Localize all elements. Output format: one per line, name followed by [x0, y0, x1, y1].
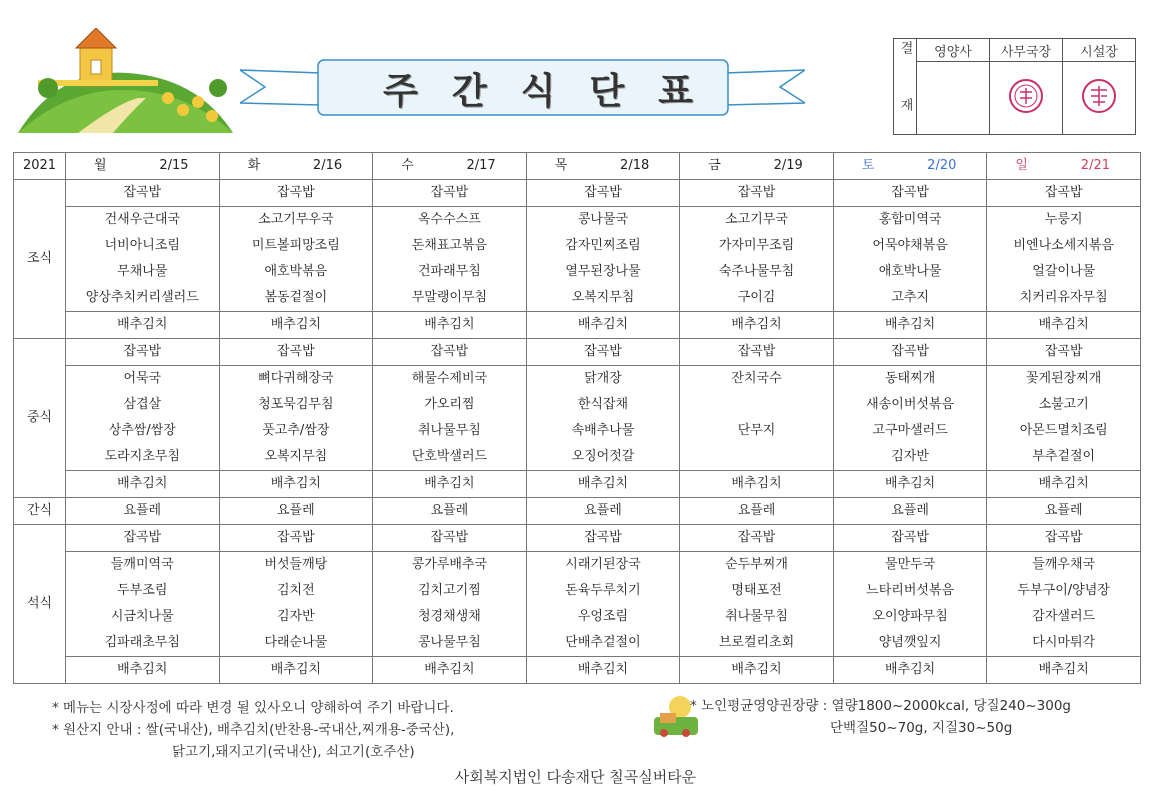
dish-item: 오복지무침 — [571, 290, 635, 305]
day-header — [833, 153, 987, 180]
dish-item: 우엉조림 — [577, 609, 629, 624]
kimchi-cell: 배추김치 — [66, 471, 220, 498]
dish-item: 부추겉절이 — [1032, 449, 1096, 464]
dish-item: 홍합미역국 — [878, 212, 942, 227]
role-director: 시설장 — [1063, 39, 1136, 62]
dishes-cell — [833, 366, 987, 471]
role-dietitian: 영양사 — [917, 39, 990, 62]
page-title: 주간식단표 — [383, 70, 727, 112]
day-date: 2/20 — [927, 158, 957, 173]
day-header-content — [987, 153, 1140, 179]
day-date: 2/21 — [1080, 158, 1110, 173]
dish-item: 상추쌈/쌈장 — [108, 423, 176, 438]
dishes-cell — [526, 366, 680, 471]
kimchi-cell: 배추김치 — [526, 312, 680, 339]
dish-item: 시금치나물 — [110, 609, 174, 624]
dish-item — [680, 392, 833, 418]
dishes-cell — [219, 366, 373, 471]
kimchi-cell: 배추김치 — [987, 312, 1141, 339]
origin-note: * 원산지 안내 : 쌀(국내산), 배추김치(반찬용-국내산,찌개용-중국산), — [52, 722, 455, 738]
dishes-cell — [373, 552, 527, 657]
dish-item: 순두부찌개 — [725, 557, 788, 572]
dish-item: 오징어젓갈 — [571, 449, 635, 464]
dishes-cell — [219, 552, 373, 657]
snack-cell: 요플레 — [373, 498, 527, 525]
dish-item: 단호박샐러드 — [411, 449, 488, 464]
dish-item: 취나물무침 — [418, 423, 481, 438]
dish-item: 두부조림 — [117, 583, 168, 598]
day-date: 2/19 — [773, 158, 803, 173]
dish-item: 꽃게된장찌개 — [1026, 371, 1102, 386]
dish-item: 동태찌개 — [884, 371, 936, 386]
meal-label-lunch: 중식 — [14, 339, 66, 498]
rice-cell: 잡곡밥 — [833, 180, 987, 207]
dish-item: 콩나물무침 — [418, 635, 481, 650]
dish-item: 양상추치커리샐러드 — [85, 290, 199, 305]
dish-item: 얼갈이나물 — [1032, 264, 1096, 279]
dish-item: 애호박나물 — [878, 264, 942, 279]
day-date: 2/16 — [312, 158, 343, 173]
day-header — [373, 153, 527, 180]
dish-item: 속배추나물 — [571, 423, 635, 438]
dish-item: 브로컬리초회 — [718, 635, 795, 650]
dish-item: 구이김 — [737, 290, 776, 305]
dish-item: 한식잡채 — [577, 397, 629, 412]
weekly-menu-table — [13, 152, 1141, 684]
meal-label-dinner: 석식 — [14, 525, 66, 684]
dishes-cell — [987, 366, 1141, 471]
dish-item: 콩나물국 — [577, 212, 629, 227]
kimchi-cell: 배추김치 — [987, 657, 1141, 684]
dish-item: 김파래초무침 — [104, 635, 180, 650]
meal-label-snack: 간식 — [14, 498, 66, 525]
rice-cell: 잡곡밥 — [66, 525, 220, 552]
dish-item: 잔치국수 — [731, 371, 782, 386]
rice-cell: 잡곡밥 — [219, 339, 373, 366]
dish-item: 해물수제비국 — [411, 371, 488, 386]
dish-item: 들깨우채국 — [1032, 557, 1096, 572]
rice-cell: 잡곡밥 — [219, 525, 373, 552]
dish-item: 명태포전 — [731, 583, 782, 598]
dishes-cell — [373, 366, 527, 471]
day-header-content — [373, 153, 526, 179]
kimchi-cell: 배추김치 — [219, 471, 373, 498]
dish-item: 고구마샐러드 — [872, 423, 948, 438]
day-date: 2/15 — [159, 158, 189, 173]
dish-item: 들깨미역국 — [110, 557, 174, 572]
kimchi-cell: 배추김치 — [66, 657, 220, 684]
kimchi-cell: 배추김치 — [373, 312, 527, 339]
snack-cell: 요플레 — [219, 498, 373, 525]
dish-item: 두부구이/양념장 — [1017, 583, 1110, 598]
dish-item: 양념깻잎지 — [878, 635, 942, 650]
rice-cell: 잡곡밥 — [66, 180, 220, 207]
signature-slot-office-manager — [990, 62, 1063, 135]
day-header — [526, 153, 680, 180]
dish-item: 옥수수스프 — [418, 212, 481, 227]
dishes-cell — [680, 207, 834, 312]
kimchi-cell: 배추김치 — [680, 312, 834, 339]
day-name: 월 — [94, 158, 107, 173]
dish-item: 아몬드멸치조림 — [1019, 423, 1108, 438]
rice-cell: 잡곡밥 — [680, 525, 834, 552]
kimchi-cell: 배추김치 — [526, 657, 680, 684]
dish-item: 무말랭이무침 — [411, 290, 488, 305]
signature-slot-director — [1063, 62, 1136, 135]
dish-item: 감자샐러드 — [1032, 609, 1096, 624]
day-header-content — [66, 153, 219, 179]
dishes-cell — [680, 552, 834, 657]
day-header — [219, 153, 373, 180]
dish-item: 물만두국 — [884, 557, 936, 572]
rice-cell: 잡곡밥 — [373, 339, 527, 366]
origin-note-continued: 닭고기,돼지고기(국내산), 쇠고기(호주산) — [172, 744, 415, 760]
rice-cell: 잡곡밥 — [987, 525, 1141, 552]
dish-item: 김치고기찜 — [418, 583, 481, 598]
dish-item: 누룽지 — [1044, 212, 1083, 227]
dish-item: 무채나물 — [117, 264, 168, 279]
dish-item: 미트볼피망조림 — [251, 238, 340, 253]
dish-item: 열무된장나물 — [565, 264, 641, 279]
dish-item: 고추지 — [891, 290, 929, 305]
approval-side-label: 결 재 — [894, 39, 917, 135]
rice-cell: 잡곡밥 — [373, 180, 527, 207]
dish-item: 김자반 — [277, 609, 315, 624]
day-name: 수 — [401, 158, 414, 173]
signature-slot-dietitian — [917, 62, 990, 135]
dish-item: 가자미무조림 — [718, 238, 795, 253]
kimchi-cell: 배추김치 — [219, 312, 373, 339]
kimchi-cell: 배추김치 — [373, 657, 527, 684]
dish-item: 숙주나물무침 — [718, 264, 795, 279]
dish-item: 돈육두루치기 — [565, 583, 641, 598]
role-office-manager: 사무국장 — [990, 39, 1063, 62]
approval-stamp-icon — [1079, 76, 1119, 116]
kimchi-cell: 배추김치 — [833, 312, 987, 339]
kimchi-cell: 배추김치 — [66, 312, 220, 339]
snack-cell: 요플레 — [833, 498, 987, 525]
dish-item: 오이양파무침 — [872, 609, 948, 624]
dish-item: 어묵야채볶음 — [872, 238, 948, 253]
dish-item: 다시마튀각 — [1032, 635, 1096, 650]
day-name: 일 — [1015, 158, 1028, 173]
rice-cell: 잡곡밥 — [680, 339, 834, 366]
rice-cell: 잡곡밥 — [526, 339, 680, 366]
dishes-cell — [66, 366, 220, 471]
day-date: 2/17 — [466, 158, 496, 173]
kimchi-cell: 배추김치 — [526, 471, 680, 498]
dish-item: 삼겹살 — [123, 397, 162, 412]
dish-item: 소고기무우국 — [258, 212, 334, 227]
organization-name: 사회복지법인 다송재단 칠곡실버타운 — [454, 768, 697, 786]
rice-cell: 잡곡밥 — [680, 180, 834, 207]
dish-item: 감자민찌조림 — [565, 238, 641, 253]
dish-item: 가오리찜 — [424, 397, 475, 412]
dish-item: 단무지 — [737, 423, 776, 438]
approval-stamp-icon — [1006, 76, 1046, 116]
day-header-content — [220, 153, 373, 179]
day-header-content — [834, 153, 987, 179]
dishes-cell — [833, 207, 987, 312]
dishes-cell — [987, 552, 1141, 657]
day-name: 토 — [861, 158, 875, 173]
snack-cell: 요플레 — [680, 498, 834, 525]
dishes-cell — [987, 207, 1141, 312]
dish-item: 어묵국 — [123, 371, 162, 386]
dish-item: 풋고추/쌈장 — [262, 423, 330, 438]
menu-change-note: * 메뉴는 시장사정에 따라 변경 될 있사오니 양해하여 주기 바랍니다. — [52, 700, 454, 716]
dishes-cell — [373, 207, 527, 312]
rice-cell: 잡곡밥 — [833, 525, 987, 552]
dish-item: 건파래무침 — [418, 264, 481, 279]
kimchi-cell: 배추김치 — [987, 471, 1141, 498]
dish-item: 애호박볶음 — [264, 264, 328, 279]
rice-cell: 잡곡밥 — [526, 180, 680, 207]
day-header-content — [680, 153, 833, 179]
dish-item: 단배추겉절이 — [565, 635, 641, 650]
kimchi-cell: 배추김치 — [680, 657, 834, 684]
dish-item: 치커리유자무침 — [1019, 290, 1108, 305]
dish-item: 새송이버섯볶음 — [866, 397, 955, 412]
dish-item: 뼈다귀해장국 — [258, 371, 334, 386]
rice-cell: 잡곡밥 — [373, 525, 527, 552]
kimchi-cell: 배추김치 — [373, 471, 527, 498]
rice-cell: 잡곡밥 — [66, 339, 220, 366]
dish-item: 다래순나물 — [264, 635, 328, 650]
day-name: 목 — [554, 158, 568, 173]
dish-item: 취나물무침 — [725, 609, 788, 624]
day-header — [987, 153, 1141, 180]
dish-item: 버섯들깨탕 — [264, 557, 328, 572]
kimchi-cell: 배추김치 — [833, 657, 987, 684]
dish-item: 소불고기 — [1038, 397, 1089, 412]
dishes-cell — [680, 366, 834, 471]
kimchi-cell: 배추김치 — [219, 657, 373, 684]
dish-item: 청포묵김무침 — [258, 397, 334, 412]
dishes-cell — [526, 207, 680, 312]
snack-cell: 요플레 — [66, 498, 220, 525]
dish-item: 건새우근대국 — [104, 212, 180, 227]
dish-item: 봄동겉절이 — [264, 290, 328, 305]
day-header-content — [527, 153, 680, 179]
kimchi-cell: 배추김치 — [833, 471, 987, 498]
nutrition-guideline: * 노인평균영양권장량 : 열량1800~2000kcal, 당질240~300g — [690, 698, 1071, 714]
hill-house-illustration — [18, 28, 233, 133]
dish-item: 김치전 — [277, 583, 315, 598]
dish-item: 소고기무국 — [725, 212, 788, 227]
dish-item: 도라지초무침 — [104, 449, 180, 464]
rice-cell: 잡곡밥 — [219, 180, 373, 207]
rice-cell: 잡곡밥 — [526, 525, 680, 552]
dishes-cell — [526, 552, 680, 657]
dish-item: 닭개장 — [584, 371, 622, 386]
rice-cell: 잡곡밥 — [987, 180, 1141, 207]
dish-item — [680, 444, 833, 470]
dish-item: 콩가루배추국 — [411, 557, 488, 572]
approval-box — [893, 38, 1136, 135]
dish-item: 너비아니조림 — [104, 238, 180, 253]
snack-cell: 요플레 — [987, 498, 1141, 525]
rice-cell: 잡곡밥 — [833, 339, 987, 366]
dishes-cell — [66, 207, 220, 312]
dishes-cell — [833, 552, 987, 657]
dishes-cell — [219, 207, 373, 312]
snack-cell: 요플레 — [526, 498, 680, 525]
day-header — [66, 153, 220, 180]
year-cell: 2021 — [14, 153, 66, 180]
day-name: 화 — [247, 158, 261, 173]
rice-cell: 잡곡밥 — [987, 339, 1141, 366]
dishes-cell — [66, 552, 220, 657]
kimchi-cell: 배추김치 — [680, 471, 834, 498]
day-name: 금 — [708, 158, 721, 173]
nutrition-guideline-continued: 단백질50~70g, 지질30~50g — [830, 720, 1013, 736]
dish-item: 비엔나소세지볶음 — [1013, 238, 1114, 253]
dish-item: 오복지무침 — [264, 449, 328, 464]
dish-item: 돈채표고볶음 — [411, 238, 488, 253]
dish-item: 시래기된장국 — [565, 557, 641, 572]
dish-item: 느타리버섯볶음 — [866, 583, 955, 598]
day-header — [680, 153, 834, 180]
day-date: 2/18 — [620, 158, 650, 173]
dish-item: 김자반 — [891, 449, 929, 464]
meal-label-breakfast: 조식 — [14, 180, 66, 339]
dish-item: 청경채생채 — [418, 609, 481, 624]
